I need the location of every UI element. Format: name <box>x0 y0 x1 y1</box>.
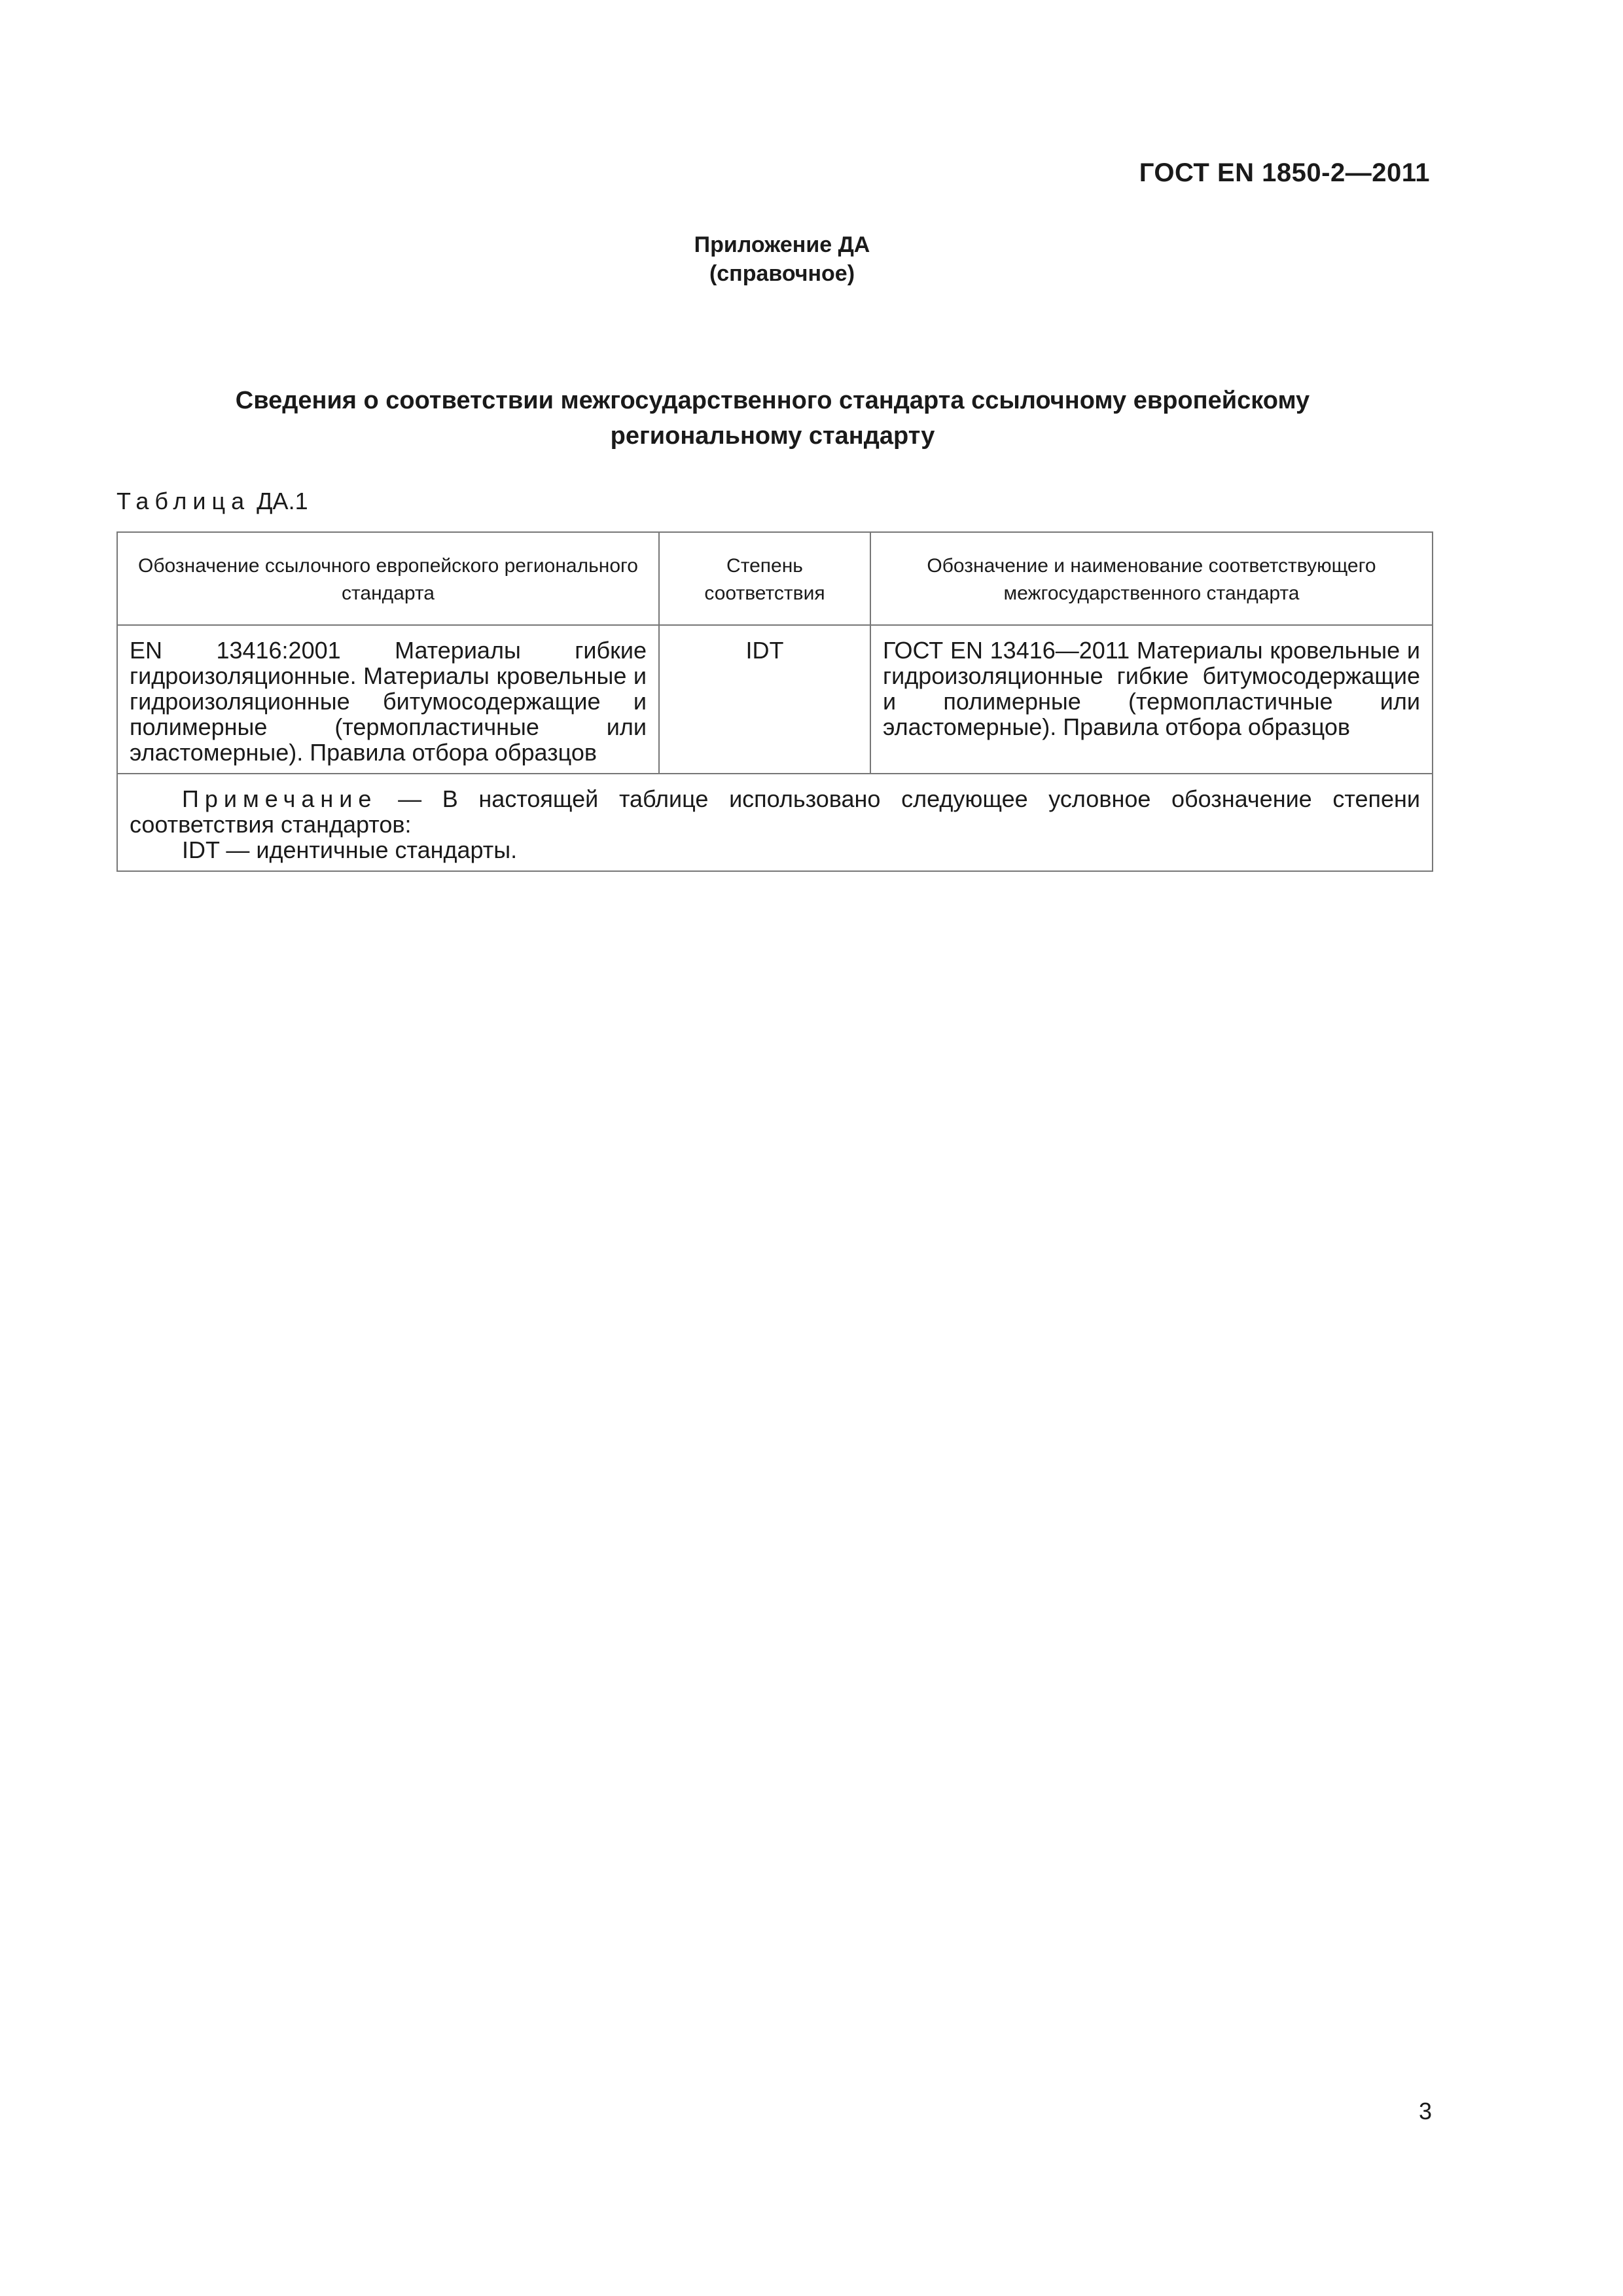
section-title-line-1: Сведения о соответствии межгосударственного стандарта ссылочному европейскому <box>235 387 1310 414</box>
column-header-degree: Степень соответствия <box>659 532 870 625</box>
page-number: 3 <box>1418 2098 1432 2125</box>
table-caption-label: Таблица <box>116 488 251 514</box>
column-header-reference: Обозначение ссылочного европейского регионального стандарта <box>117 532 659 625</box>
section-title-line-2: региональному стандарту <box>610 422 935 450</box>
annex-title: Приложение ДА <box>694 232 870 257</box>
document-code: ГОСТ EN 1850-2—2011 <box>1139 158 1430 187</box>
note-first-paragraph <box>130 786 1420 837</box>
note-label: Примечание <box>182 785 378 812</box>
cell-interstate-standard: ГОСТ EN 13416—2011 Материалы кровельные и гидроизоляционные гибкие битумосодержащие и полимерные (термопластичные или эластомерные). Правила отбора образцов <box>870 625 1433 774</box>
table-row <box>117 625 1433 774</box>
table-header-row <box>117 532 1433 625</box>
table-note-row <box>117 774 1433 871</box>
note-text: — В настоящей таблице использовано следующее условное обозначение степени соответствия стандартов: <box>130 785 1420 838</box>
column-header-interstate: Обозначение и наименование соответствующего межгосударственного стандарта <box>870 532 1433 625</box>
table-note <box>117 774 1433 871</box>
section-title <box>116 383 1429 454</box>
annex-heading <box>0 230 1564 288</box>
cell-reference-standard: EN 13416:2001 Материалы гибкие гидроизоляционные. Материалы кровельные и гидроизоляционные битумосодержащие и полимерные (термопластичные или эластомерные). Правила отбора образцов <box>117 625 659 774</box>
annex-subtitle: (справочное) <box>709 261 855 286</box>
table-caption <box>116 488 308 515</box>
cell-degree: IDT <box>659 625 870 774</box>
correspondence-table <box>116 531 1433 872</box>
note-legend: IDT — идентичные стандарты. <box>182 836 518 863</box>
table-caption-number: ДА.1 <box>257 488 308 514</box>
